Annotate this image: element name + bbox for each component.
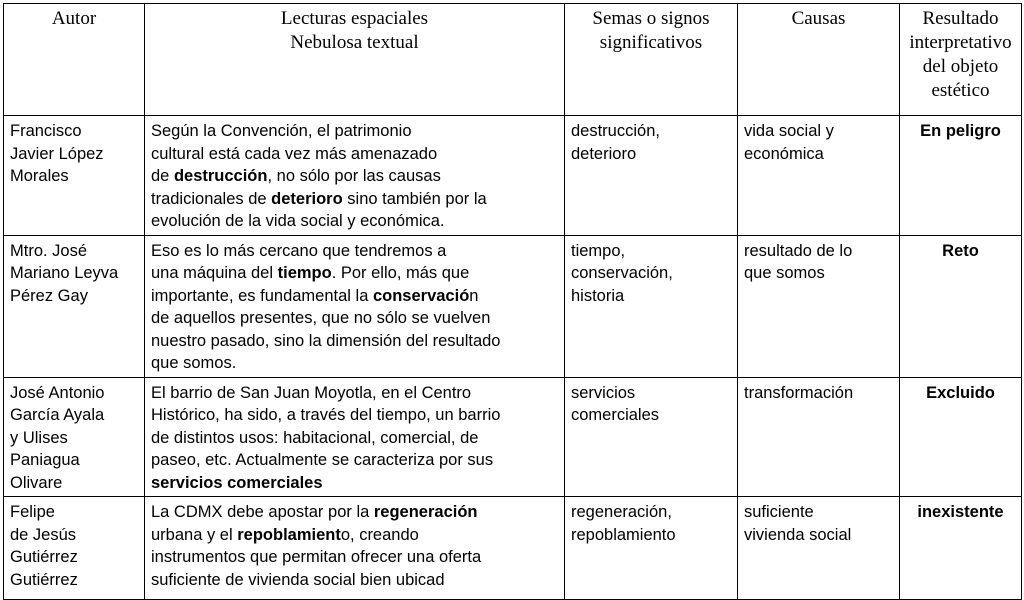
table-row <box>4 377 1022 497</box>
reading-text: importante, es fundamental la <box>151 286 373 305</box>
reading-text: , no sólo por las causas <box>267 167 441 185</box>
reading-line <box>151 427 558 450</box>
reading-text: Eso es lo más cercano que tendremos a <box>151 241 447 260</box>
reading-text: evolución de la vida social y económica. <box>151 212 445 230</box>
result-cell: Excluido <box>900 377 1022 497</box>
semas-cell-line: deterioro <box>571 144 637 163</box>
reading-line <box>151 165 558 188</box>
semas-cell-line: tiempo, <box>571 241 626 260</box>
causas-cell <box>738 377 900 497</box>
reading-line <box>151 285 558 308</box>
reading-text: paseo, etc. Actualmente se caracteriza por sus <box>151 451 494 469</box>
reading-text: n <box>469 286 479 305</box>
semas-cell <box>565 377 738 497</box>
header-semas: Semas o signos significativos <box>565 4 738 116</box>
reading-text: una máquina del <box>151 264 278 282</box>
reading-text: La CDMX debe apostar por la <box>151 503 374 521</box>
analysis-table <box>3 3 1022 600</box>
reading-line <box>151 569 558 592</box>
reading-text: o, creando <box>340 525 419 544</box>
semas-cell-line: servicios <box>571 383 636 402</box>
header-resultado: Resultado interpretativo del objeto estético <box>900 4 1022 116</box>
author-cell <box>4 116 145 236</box>
reading-cell <box>145 377 565 497</box>
result-cell: inexistente <box>900 497 1022 600</box>
causas-cell-line: económica <box>744 144 824 163</box>
reading-text: . Por ello, más que <box>331 264 470 282</box>
author-cell-line: Morales <box>10 167 69 185</box>
causas-cell-line: resultado de lo <box>744 241 853 260</box>
highlighted-term: servicios comerciales <box>151 473 323 492</box>
highlighted-term: repoblamient <box>237 525 341 544</box>
reading-text: tradicionales de <box>151 189 272 208</box>
author-cell-line: Pérez Gay <box>10 286 88 305</box>
author-cell-line: Mtro. José <box>10 241 88 260</box>
semas-cell-line: repoblamiento <box>571 525 676 544</box>
reading-text: urbana y el <box>151 525 238 544</box>
reading-text: suficiente de vivienda social bien ubicad <box>151 570 445 589</box>
reading-text: de aquellos presentes, que no sólo se vuelven <box>151 309 491 327</box>
semas-cell <box>565 235 738 377</box>
author-cell-line: Olivare <box>10 473 63 492</box>
author-cell-line: Gutiérrez <box>10 548 78 566</box>
highlighted-term: deterioro <box>271 189 343 208</box>
highlighted-term: tiempo <box>277 264 332 282</box>
reading-text: cultural está cada vez más amenazado <box>151 144 438 163</box>
result-cell: En peligro <box>900 116 1022 236</box>
causas-cell-line: vivienda social <box>744 525 852 544</box>
reading-line <box>151 143 558 166</box>
author-cell-line: Paniagua <box>10 451 80 469</box>
reading-line <box>151 382 558 405</box>
semas-cell <box>565 497 738 600</box>
reading-line <box>151 240 558 263</box>
author-cell-line: Felipe <box>10 503 55 521</box>
reading-line <box>151 449 558 472</box>
result-cell: Reto <box>900 235 1022 377</box>
semas-cell-line: conservación, <box>571 264 673 282</box>
reading-text: de <box>151 167 174 185</box>
author-cell-line: Mariano Leyva <box>10 264 119 282</box>
reading-cell <box>145 235 565 377</box>
reading-text: Según la Convención, el patrimonio <box>151 122 412 140</box>
causas-cell <box>738 497 900 600</box>
highlighted-term: destrucción <box>173 167 268 185</box>
reading-text: nuestro pasado, sino la dimensión del resultado <box>151 331 501 350</box>
semas-cell <box>565 116 738 236</box>
author-cell <box>4 235 145 377</box>
table-body <box>4 116 1022 600</box>
author-cell-line: de Jesús <box>10 525 77 544</box>
causas-cell-line: vida social y <box>744 122 834 140</box>
author-cell-line: Gutiérrez <box>10 570 78 589</box>
reading-text: El barrio de San Juan Moyotla, en el Centro <box>151 383 472 402</box>
semas-cell-line: historia <box>571 286 625 305</box>
reading-text: Histórico, ha sido, a través del tiempo, un barrio <box>151 406 501 424</box>
causas-cell-line: suficiente <box>744 503 814 521</box>
reading-line <box>151 210 558 233</box>
reading-line <box>151 120 558 143</box>
header-lecturas: Lecturas espaciales Nebulosa textual <box>145 4 565 116</box>
causas-cell-line: transformación <box>744 383 854 402</box>
author-cell-line: Francisco <box>10 122 82 140</box>
reading-line <box>151 501 558 524</box>
highlighted-term: conservació <box>372 286 470 305</box>
reading-line <box>151 307 558 330</box>
semas-cell-line: regeneración, <box>571 503 672 521</box>
table-row <box>4 116 1022 236</box>
reading-text: que somos. <box>151 354 237 372</box>
semas-cell-line: comerciales <box>571 406 660 424</box>
author-cell <box>4 497 145 600</box>
author-cell <box>4 377 145 497</box>
reading-line <box>151 352 558 375</box>
reading-text: de distintos usos: habitacional, comercial, de <box>151 428 479 447</box>
table-row <box>4 235 1022 377</box>
reading-cell <box>145 116 565 236</box>
causas-cell-line: que somos <box>744 264 825 282</box>
reading-cell <box>145 497 565 600</box>
table-row <box>4 497 1022 600</box>
causas-cell <box>738 235 900 377</box>
author-cell-line: García Ayala <box>10 406 105 424</box>
reading-line <box>151 262 558 285</box>
author-cell-line: Javier López <box>10 144 104 163</box>
author-cell-line: José Antonio <box>10 383 105 402</box>
header-causas: Causas <box>738 4 900 116</box>
reading-line <box>151 546 558 569</box>
header-autor: Autor <box>4 4 145 116</box>
header-row <box>4 4 1022 116</box>
reading-line <box>151 404 558 427</box>
semas-cell-line: destrucción, <box>571 122 660 140</box>
reading-text: instrumentos que permitan ofrecer una oferta <box>151 548 482 566</box>
author-cell-line: y Ulises <box>10 428 68 447</box>
reading-line <box>151 188 558 211</box>
highlighted-term: regeneración <box>373 503 478 521</box>
reading-line <box>151 330 558 353</box>
reading-text: sino también por la <box>342 189 487 208</box>
reading-line <box>151 472 558 495</box>
reading-line <box>151 524 558 547</box>
causas-cell <box>738 116 900 236</box>
